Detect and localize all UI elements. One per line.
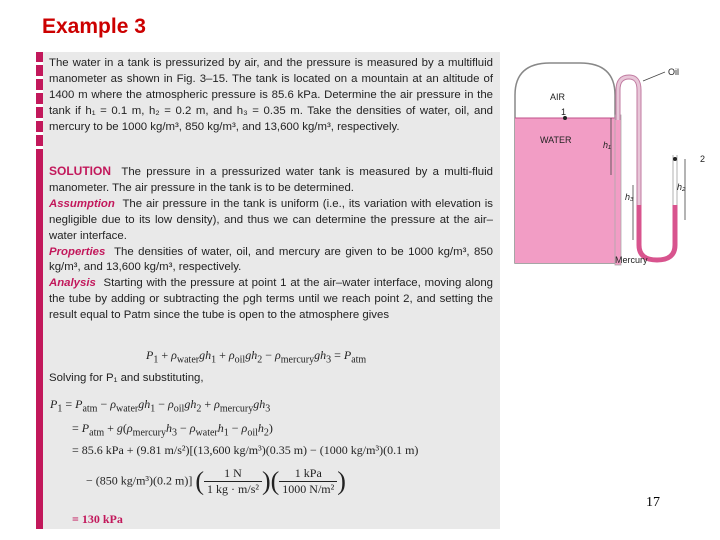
mercury-tube — [639, 205, 675, 260]
assumption-label: Assumption — [49, 197, 115, 210]
h2-label: h₂ — [677, 182, 686, 192]
fraction-denominator: 1000 N/m² — [282, 482, 335, 496]
mercury-label: Mercury — [615, 255, 648, 265]
manometer-figure — [505, 55, 720, 270]
solution-block — [49, 164, 493, 324]
fraction-numerator: 1 N — [204, 466, 262, 482]
final-result: = 130 kPa — [72, 512, 123, 526]
solution-heading: SOLUTION — [49, 164, 111, 178]
page-number: 17 — [646, 495, 660, 510]
oil-leader-line — [643, 72, 665, 81]
solving-text: Solving for P₁ and substituting, — [49, 372, 204, 384]
analysis-label: Analysis — [49, 277, 96, 290]
unit-fraction-newton — [204, 466, 262, 497]
equation-line-4-text: − (850 kg/m³)(0.2 m)] — [86, 473, 193, 488]
tube-water-section — [615, 115, 621, 265]
equation-line-1: $P_1 = P_{atm} - \rho_{water}gh_1 - \rho_{oil}gh_2 + \rho_{mercury}gh_3$ — [50, 397, 271, 415]
water-label: WATER — [540, 135, 572, 145]
fraction-numerator: 1 kPa — [279, 466, 337, 482]
equation-line-4: − (850 kg/m³)(0.2 m)] ( $\frac{1 N}{\text{1 kg · m/s²}}$ )( $\frac{\text{1 kPa}}{\text{1000 N/m²}}$ ) — [86, 466, 346, 496]
bullet-dash — [36, 76, 43, 79]
margin-accent-bar — [36, 52, 43, 529]
solution-text: The pressure in a pressurized water tank is measured by a multi-fluid manometer. The air pressure in the tank is to be determined. — [49, 166, 494, 194]
bullet-dash — [36, 146, 43, 149]
oil-label: Oil — [668, 67, 679, 77]
point-2-label: 2 — [700, 154, 706, 164]
air-label: AIR — [550, 92, 566, 102]
bullet-dash — [36, 62, 43, 65]
slide-title: Example 3 — [42, 15, 146, 38]
bullet-dash — [36, 132, 43, 135]
manometer-equation: $P_1 + \rho_{water}gh_1 + \rho_{oil}gh_2 - \rho_{mercury}gh_3 = P_{atm}$ — [146, 348, 367, 366]
properties-label: Properties — [49, 245, 106, 258]
problem-intro: The water in a tank is pressurized by air, and the pressure is measured by a multifluid manometer as shown in Fig. 3–15. The tank is located on a mountain at an altitude of 1400 m where the atmospheric pressure is 85.6 kPa. Determine the air pressure in the tank if h₁ = 0.1 m, h₂ = 0.2 m, and h₃ = 0.35 m. Take the densities of water, oil, and mercury to be 1000 kg/m³, 850 kg/m³, and 13,600 kg/m³, respectively. — [49, 57, 493, 133]
properties-text: The densities of water, oil, and mercury are given to be 1000 kg/m³, 850 kg/m³, and 13,600 kg/m³, respectively. — [49, 245, 494, 274]
h1-label: h₁ — [603, 140, 611, 150]
bullet-dash — [36, 118, 43, 121]
unit-fraction-kpa — [279, 466, 337, 497]
point-2-marker — [673, 157, 677, 161]
bullet-dash — [36, 90, 43, 93]
point-1-label: 1 — [561, 107, 567, 117]
equation-line-3: = 85.6 kPa + (9.81 m/s²)[(13,600 kg/m³)(0.35 m) − (1000 kg/m³)(0.1 m) — [72, 443, 419, 457]
assumption-text: The air pressure in the tank is uniform (i.e., its variation with elevation is negligible due to its low density), and thus we can determine the pressure at the air–water interface. — [49, 197, 494, 242]
bullet-dash — [36, 104, 43, 107]
equation-line-2: = $P_{atm} + g(\rho_{mercury}h_3 - \rho_{water}h_1 - \rho_{oil}h_2)$ — [72, 421, 273, 439]
fraction-denominator: 1 kg · m/s² — [207, 482, 259, 496]
analysis-text: Starting with the pressure at point 1 at the air–water interface, moving along the tube by adding or subtracting the ρgh terms until we reach point 2, and setting the result equal to Patm since the tube is open to the atmosphere gives — [49, 277, 493, 322]
h3-label: h₃ — [625, 192, 634, 202]
problem-statement — [49, 56, 493, 136]
solving-line — [49, 371, 493, 387]
